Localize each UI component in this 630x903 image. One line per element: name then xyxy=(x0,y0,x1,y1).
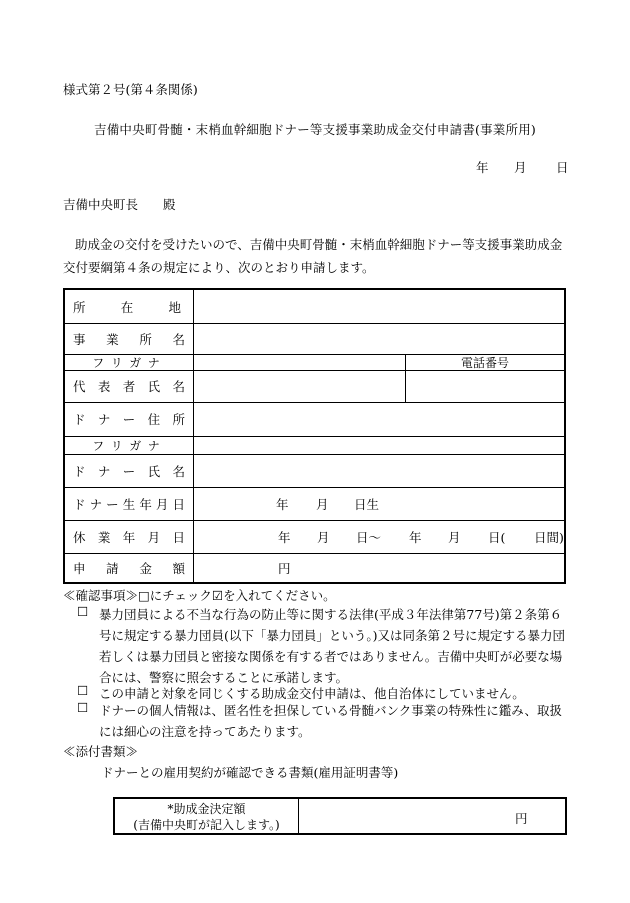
date-month: 月 xyxy=(514,160,527,175)
date-year: 年 xyxy=(476,160,489,175)
office-name-label: 事 業 所 名 xyxy=(73,331,185,347)
donor-furigana-field[interactable] xyxy=(194,436,564,454)
confirm-heading: ≪確認事項≫□にチェック☑を入れてください。 xyxy=(63,588,336,603)
donor-name-field[interactable] xyxy=(194,454,564,487)
address-label: 所 在 地 xyxy=(73,299,181,315)
attachment-item: ドナーとの雇用契約が確認できる書類(雇用証明書等) xyxy=(101,765,399,780)
date-day: 日 xyxy=(556,160,569,175)
decision-amount-unit: 円 xyxy=(515,811,528,826)
amount-label: 申 請 金 額 xyxy=(73,560,185,576)
representative-name-label: 代 表 者 氏 名 xyxy=(73,379,185,394)
confirm-text-3: ドナーの個人情報は、匿名性を担保している骨髄バンク事業の特殊性に鑑み、取扱には細心の注意を持ってあたります。 xyxy=(99,703,563,739)
office-name-field[interactable] xyxy=(194,323,564,354)
attachments-heading: ≪添付書類≫ xyxy=(63,744,139,759)
representative-furigana-label: フ リ ガ ナ xyxy=(92,355,160,370)
donor-address-label: ド ナ ー 住 所 xyxy=(73,412,185,427)
form-number: 様式第２号(第４条関係) xyxy=(63,82,198,97)
phone-label: 電話番号 xyxy=(460,355,509,370)
decision-amount-table xyxy=(113,797,567,835)
leave-dates-field[interactable]: 年 月 日～ 年 月 日( 日間) xyxy=(278,529,564,545)
donor-furigana-label: フ リ ガ ナ xyxy=(92,438,160,453)
amount-field[interactable] xyxy=(194,553,564,582)
donor-name-label: ド ナ ー 氏 名 xyxy=(73,463,185,479)
document-title: 吉備中央町骨髄・末梢血幹細胞ドナー等支援事業助成金交付申請書(事業所用) xyxy=(94,122,536,137)
confirm-text-2: この申請と対象を同じくする助成金交付申請は、他自治体にしていません。 xyxy=(99,686,525,701)
decision-amount-label: *助成金決定額 (吉備中央町が記入します。) xyxy=(133,802,280,832)
confirm-checkbox-3[interactable]: ☐ xyxy=(77,700,89,715)
confirm-checkbox-1[interactable]: ☐ xyxy=(77,604,89,619)
confirm-checkbox-2[interactable]: ☐ xyxy=(77,683,89,698)
representative-name-field[interactable] xyxy=(194,370,405,402)
application-date xyxy=(476,158,569,176)
confirm-text-1: 暴力団員による不当な行為の防止等に関する法律(平成３年法律第77号)第２条第６号に規定する暴力団員(以下「暴力団員」という。)又は同条第２号に規定する暴力団若しくは暴力団員と密接な関係を有する者ではありません。吉備中央町が必要な場合には、警察に照会することに承諾します。 xyxy=(99,607,566,685)
leave-dates-label: 休 業 年 月 日 xyxy=(73,529,185,545)
donor-birthdate-label: ド ナ ー 生 年 月 日 xyxy=(73,496,185,512)
intro-text: 助成金の交付を受けたいので、吉備中央町骨髄・末梢血幹細胞ドナー等支援事業助成金交付要綱第４条の規定により、次のとおり申請します。 xyxy=(63,237,563,275)
representative-furigana-field[interactable] xyxy=(194,354,405,370)
donor-address-field[interactable] xyxy=(194,402,564,436)
amount-unit: 円 xyxy=(278,560,291,576)
address-field[interactable] xyxy=(194,290,564,323)
donor-birthdate-field[interactable]: 年 月 日生 xyxy=(276,496,380,512)
addressee: 吉備中央町長 殿 xyxy=(63,197,176,212)
phone-field[interactable] xyxy=(406,370,564,402)
application-form-table xyxy=(63,288,566,584)
